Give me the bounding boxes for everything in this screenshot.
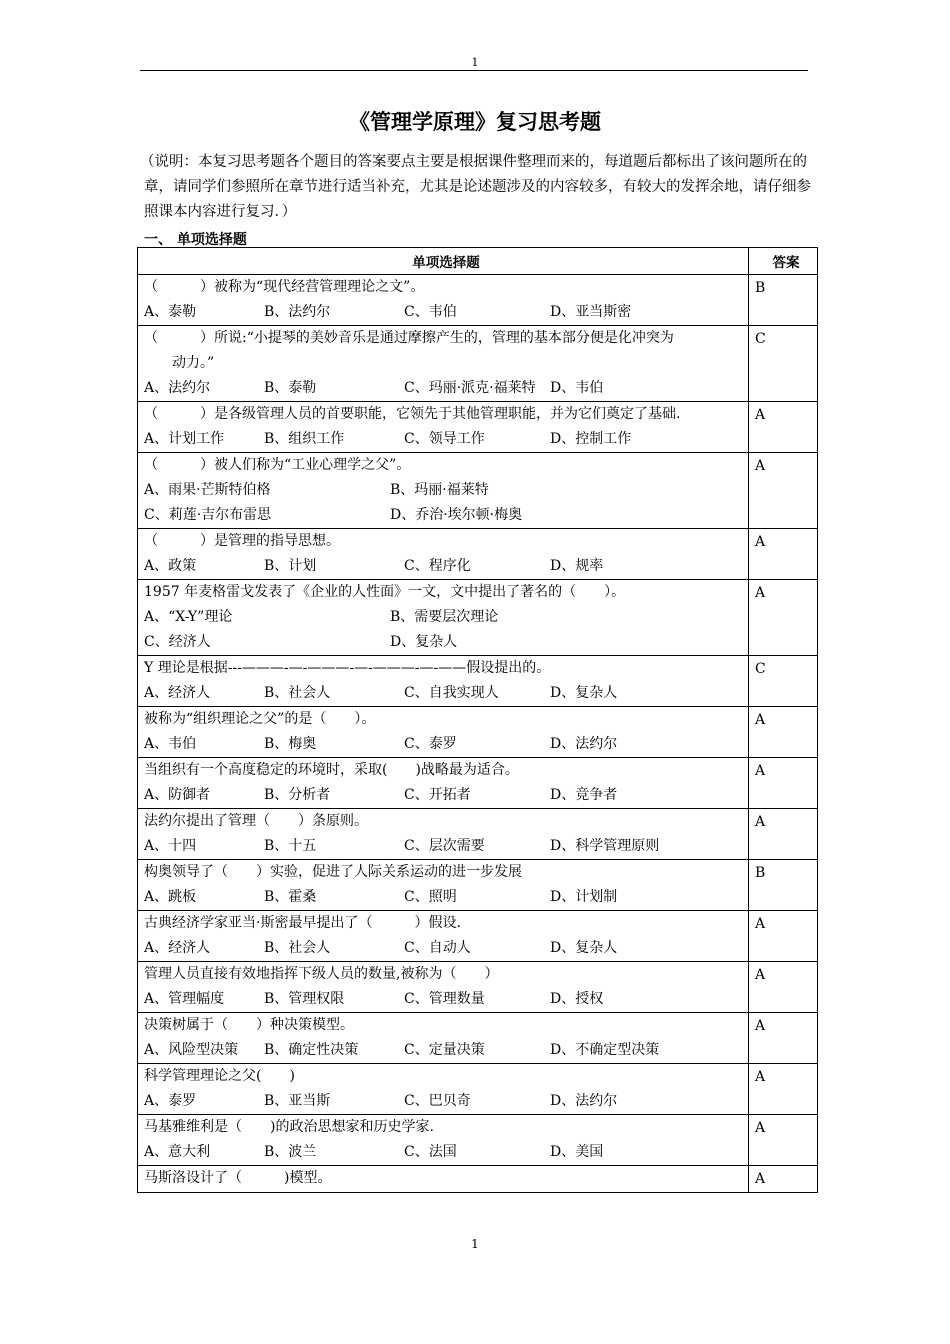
question-cell [138,1166,749,1193]
answer-cell [749,1064,818,1115]
answer-text: A [755,1120,766,1136]
question-cell [138,453,749,529]
question-text: （ ）所说:“小提琴的美妙音乐是通过摩擦产生的，管理的基本部分便是化冲突为 [144,330,674,346]
section-heading: 一、 单项选择题 [144,232,247,248]
answer-text: A [755,534,766,550]
answer-cell [749,402,818,453]
question-text: （ ）被称为“现代经营管理理论之文”。 [144,279,425,295]
options-line [144,834,748,859]
options-line [144,1140,748,1165]
table-row [138,707,818,758]
question-text: 法约尔提出了管理（ ）条原则。 [144,813,368,829]
options-line [144,630,748,655]
table-row [138,758,818,809]
question-cell [138,911,749,962]
question-text: （ ）是管理的指导思想。 [144,533,340,549]
answer-cell [749,707,818,758]
option-text: D、美国 [550,1144,604,1160]
option-text: D、授权 [550,991,604,1007]
option-text: D、法约尔 [550,736,618,752]
answer-text: C [755,661,766,677]
question-text: 构奥领导了（ ）实验，促进了人际关系运动的进一步发展 [144,864,522,880]
answer-cell [749,275,818,326]
option-text: B、玛丽·福莱特 [390,482,489,498]
answer-text: A [755,1018,766,1034]
answer-text: A [755,1069,766,1085]
question-text: Y 理论是根据---———-—-———-—-———-—-——假设提出的。 [144,660,551,676]
footer-page-number: 1 [471,1237,479,1251]
option-text: C、韦伯 [404,304,457,320]
options-line [144,427,748,452]
option-text: A、雨果·芒斯特伯格 [144,482,271,498]
header-page-number: 1 [471,56,479,69]
option-text: C、经济人 [144,634,211,650]
option-text: B、波兰 [264,1144,317,1160]
question-text: 马基雅维利是（ )的政治思想家和历史学家. [144,1119,434,1135]
question-text: 动力。” [144,355,215,371]
question-cell [138,1013,749,1064]
option-text: A、意大利 [144,1144,211,1160]
option-text: D、亚当斯密 [550,304,632,320]
option-text: D、不确定型决策 [550,1042,660,1058]
option-text: A、法约尔 [144,380,211,396]
table-row [138,1013,818,1064]
option-text: A、防御者 [144,787,211,803]
options-line [144,1038,748,1063]
option-text: C、程序化 [404,558,471,574]
table-row [138,275,818,326]
option-text: D、计划制 [550,889,618,905]
option-text: B、泰勒 [264,380,317,396]
answer-cell [749,962,818,1013]
question-cell [138,707,749,758]
table-row [138,402,818,453]
table-header-row [138,248,818,275]
option-text: B、组织工作 [264,431,345,447]
option-text: C、巴贝奇 [404,1093,471,1109]
option-text: B、亚当斯 [264,1093,331,1109]
option-text: D、竞争者 [550,787,618,803]
option-text: A、韦伯 [144,736,197,752]
answer-column-header: 答案 [749,248,818,275]
answer-cell [749,1115,818,1166]
table-row [138,326,818,402]
options-line [144,732,748,757]
option-text: B、法约尔 [264,304,331,320]
answer-text: A [755,585,766,601]
answer-text: A [755,763,766,779]
question-text: 被称为“组织理论之父”的是（ ）。 [144,711,376,727]
option-text: C、莉莲·吉尔布雷思 [144,507,272,523]
table-row [138,1115,818,1166]
option-text: C、照明 [404,889,457,905]
option-text: B、确定性决策 [264,1042,359,1058]
option-text: A、泰勒 [144,304,197,320]
answer-text: B [755,865,766,881]
options-line [144,936,748,961]
answer-cell [749,1166,818,1193]
option-text: B、社会人 [264,940,331,956]
header-rule [140,70,808,71]
option-text: D、韦伯 [550,380,604,396]
questions-table [137,247,818,1193]
question-text: 1957 年麦格雷戈发表了《企业的人性面》一文，文中提出了著名的（ ）。 [144,584,626,600]
option-text: A、经济人 [144,940,211,956]
options-line [144,1089,748,1114]
option-text: D、复杂人 [550,685,618,701]
option-text: B、计划 [264,558,317,574]
instructions-note: （说明：本复习思考题各个题目的答案要点主要是根据课件整理而来的，每道题后都标出了该问题所在的章，请同学们参照所在章节进行适当补充，尤其是论述题涉及的内容较多，有较大的发挥余地，请仔细参照课本内容进行复习．） [140,154,811,220]
answer-cell [749,758,818,809]
answer-text: B [755,280,766,296]
question-cell [138,758,749,809]
document-title: 《管理学原理》复习思考题 [349,109,601,134]
question-cell [138,1064,749,1115]
answer-cell [749,453,818,529]
option-text: A、经济人 [144,685,211,701]
options-line [144,300,748,325]
question-text: 科学管理理论之父( ) [144,1068,295,1084]
table-row [138,860,818,911]
table-row [138,580,818,656]
option-text: B、管理权限 [264,991,345,1007]
table-row [138,453,818,529]
option-text: A、风险型决策 [144,1042,239,1058]
option-text: B、需要层次理论 [390,609,499,625]
option-text: A、“X-Y”理论 [144,609,233,625]
option-text: C、层次需要 [404,838,485,854]
option-text: B、十五 [264,838,317,854]
question-cell [138,1115,749,1166]
option-text: D、科学管理原则 [550,838,660,854]
option-text: A、十四 [144,838,197,854]
options-line [144,605,748,630]
option-text: C、管理数量 [404,991,485,1007]
option-text: C、自我实现人 [404,685,499,701]
option-text: D、复杂人 [550,940,618,956]
table-row [138,962,818,1013]
options-line [144,554,748,579]
answer-text: A [755,814,766,830]
option-text: C、定量决策 [404,1042,485,1058]
options-line [144,885,748,910]
option-text: D、乔治·埃尔顿·梅奥 [390,507,523,523]
option-text: D、复杂人 [390,634,458,650]
table-row [138,1166,818,1193]
table-row [138,529,818,580]
option-text: B、社会人 [264,685,331,701]
options-line [144,783,748,808]
answer-cell [749,580,818,656]
answer-text: C [755,331,766,347]
question-text: 管理人员直接有效地指挥下级人员的数量,被称为（ ） [144,966,499,982]
options-line [144,681,748,706]
option-text: A、政策 [144,558,197,574]
question-cell [138,529,749,580]
question-cell [138,809,749,860]
answer-text: A [755,1171,766,1187]
question-cell [138,580,749,656]
options-line [144,376,748,401]
question-cell [138,962,749,1013]
option-text: D、规率 [550,558,604,574]
option-text: C、法国 [404,1144,457,1160]
option-text: B、霍桑 [264,889,317,905]
option-text: C、开拓者 [404,787,471,803]
question-text: 古典经济学家亚当·斯密最早提出了（ ）假设. [144,915,461,931]
option-text: C、泰罗 [404,736,457,752]
table-row [138,809,818,860]
option-text: D、法约尔 [550,1093,618,1109]
answer-text: A [755,916,766,932]
option-text: C、玛丽·派克·福莱特 [404,380,536,396]
answer-cell [749,809,818,860]
options-line [144,503,748,528]
options-line [144,478,748,503]
question-text: （ ）被人们称为“工业心理学之父”。 [144,457,411,473]
answer-cell [749,529,818,580]
option-text: C、自动人 [404,940,471,956]
question-column-header: 单项选择题 [138,248,749,275]
option-text: B、梅奥 [264,736,317,752]
table-row [138,911,818,962]
option-text: D、控制工作 [550,431,632,447]
option-text: A、管理幅度 [144,991,225,1007]
answer-text: A [755,712,766,728]
question-text: 马斯洛设计了（ )模型。 [144,1170,332,1186]
answer-text: A [755,407,766,423]
question-text: （ ）是各级管理人员的首要职能，它领先于其他管理职能，并为它们奠定了基础. [144,406,681,422]
answer-cell [749,326,818,402]
answer-cell [749,860,818,911]
question-cell [138,402,749,453]
question-text: 决策树属于（ ）种决策模型。 [144,1017,354,1033]
table-row [138,656,818,707]
option-text: A、泰罗 [144,1093,197,1109]
question-cell [138,275,749,326]
option-text: A、跳板 [144,889,197,905]
questions-body [138,275,818,1193]
option-text: B、分析者 [264,787,331,803]
question-cell [138,326,749,402]
answer-cell [749,656,818,707]
option-text: A、计划工作 [144,431,225,447]
options-line [144,987,748,1012]
question-cell [138,656,749,707]
answer-text: A [755,967,766,983]
answer-cell [749,911,818,962]
answer-cell [749,1013,818,1064]
question-text: 当组织有一个高度稳定的环境时，采取( )战略最为适合。 [144,762,519,778]
question-cell [138,860,749,911]
table-row [138,1064,818,1115]
option-text: C、领导工作 [404,431,485,447]
answer-text: A [755,458,766,474]
